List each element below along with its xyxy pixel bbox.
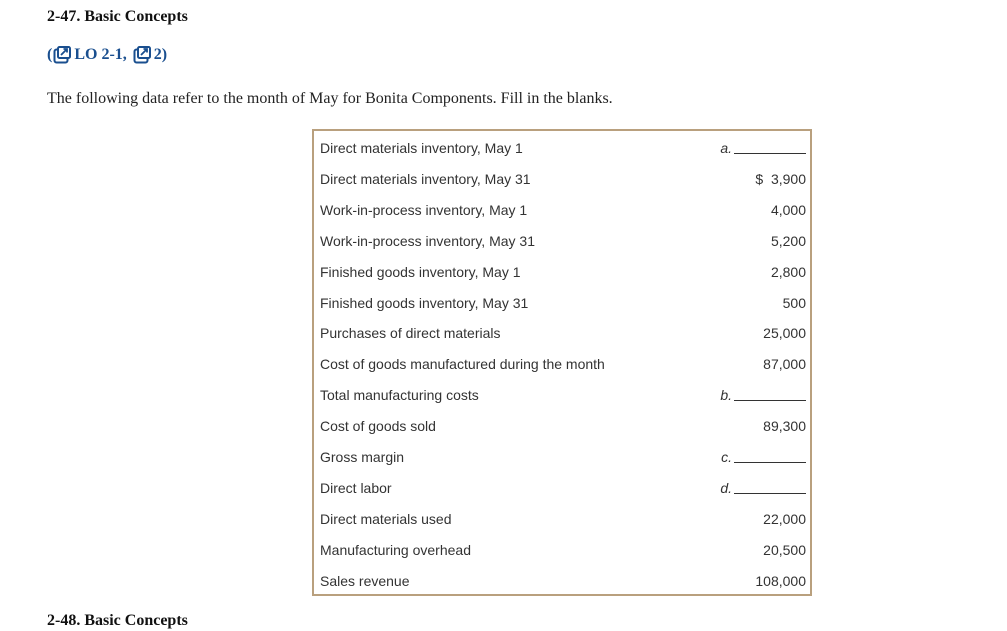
table-row bbox=[314, 317, 810, 348]
learning-objectives bbox=[47, 46, 167, 64]
problem-intro: The following data refer to the month of May for Bonita Components. Fill in the blanks. bbox=[47, 90, 613, 107]
row-label: Finished goods inventory, May 31 bbox=[320, 294, 529, 311]
next-problem-title: 2-48. Basic Concepts bbox=[47, 612, 188, 629]
blank-line bbox=[734, 400, 806, 401]
blank-line bbox=[734, 153, 806, 154]
row-value: 2,800 bbox=[770, 263, 806, 280]
row-value: 89,300 bbox=[763, 418, 806, 435]
answer-blank bbox=[720, 478, 806, 496]
blank-letter: b. bbox=[720, 387, 732, 404]
blank-letter: a. bbox=[720, 140, 732, 156]
lo-link-2-2[interactable] bbox=[132, 46, 162, 64]
table-row bbox=[314, 379, 810, 410]
row-label: Manufacturing overhead bbox=[320, 541, 471, 558]
row-value: 5,200 bbox=[770, 232, 806, 249]
table-row bbox=[314, 441, 810, 472]
table-row bbox=[314, 410, 810, 441]
row-value: 22,000 bbox=[763, 510, 806, 527]
blank-letter: c. bbox=[721, 449, 732, 465]
table-row bbox=[314, 472, 810, 503]
row-label: Total manufacturing costs bbox=[320, 387, 479, 404]
row-value: 500 bbox=[782, 294, 806, 311]
table-row bbox=[314, 534, 810, 565]
table-row bbox=[314, 348, 810, 379]
row-label: Work-in-process inventory, May 1 bbox=[320, 201, 528, 218]
row-label: Finished goods inventory, May 1 bbox=[320, 263, 521, 280]
row-value: 87,000 bbox=[763, 356, 806, 373]
blank-line bbox=[734, 462, 806, 463]
blank-line bbox=[734, 493, 806, 494]
row-value: 25,000 bbox=[763, 325, 806, 342]
row-value: 4,000 bbox=[770, 201, 806, 218]
external-link-icon bbox=[53, 46, 71, 64]
lo-close-paren: ) bbox=[161, 46, 168, 64]
row-value: $ 3,900 bbox=[755, 170, 806, 187]
row-label: Cost of goods sold bbox=[320, 418, 436, 435]
data-table bbox=[312, 129, 812, 596]
answer-blank bbox=[721, 447, 806, 465]
external-link-icon bbox=[133, 46, 151, 64]
table-row bbox=[314, 565, 810, 596]
table-row bbox=[314, 287, 810, 318]
table-row bbox=[314, 194, 810, 225]
row-value: 108,000 bbox=[755, 572, 806, 589]
row-label: Gross margin bbox=[320, 449, 405, 465]
problem-title: 2-47. Basic Concepts bbox=[47, 8, 188, 25]
row-label: Direct labor bbox=[320, 479, 392, 496]
row-label: Purchases of direct materials bbox=[320, 325, 501, 342]
row-label: Work-in-process inventory, May 31 bbox=[320, 232, 535, 249]
table-row bbox=[314, 503, 810, 534]
lo-link-2-2-label: 2 bbox=[153, 46, 162, 63]
table-row bbox=[314, 256, 810, 287]
row-label: Direct materials used bbox=[320, 510, 452, 527]
row-label: Direct materials inventory, May 1 bbox=[320, 140, 523, 156]
row-label: Cost of goods manufactured during the month bbox=[320, 356, 605, 373]
answer-blank bbox=[720, 138, 806, 156]
row-label: Direct materials inventory, May 31 bbox=[320, 170, 531, 187]
table-row bbox=[314, 163, 810, 194]
table-row bbox=[314, 225, 810, 256]
table-row bbox=[314, 132, 810, 163]
lo-link-2-1[interactable] bbox=[52, 46, 126, 64]
lo-link-2-1-label: LO 2-1, bbox=[74, 46, 127, 63]
answer-blank bbox=[720, 385, 806, 403]
row-value: 20,500 bbox=[763, 541, 806, 558]
row-label: Sales revenue bbox=[320, 572, 410, 589]
lo-open-paren: ( bbox=[47, 46, 53, 64]
blank-letter: d. bbox=[720, 479, 732, 496]
